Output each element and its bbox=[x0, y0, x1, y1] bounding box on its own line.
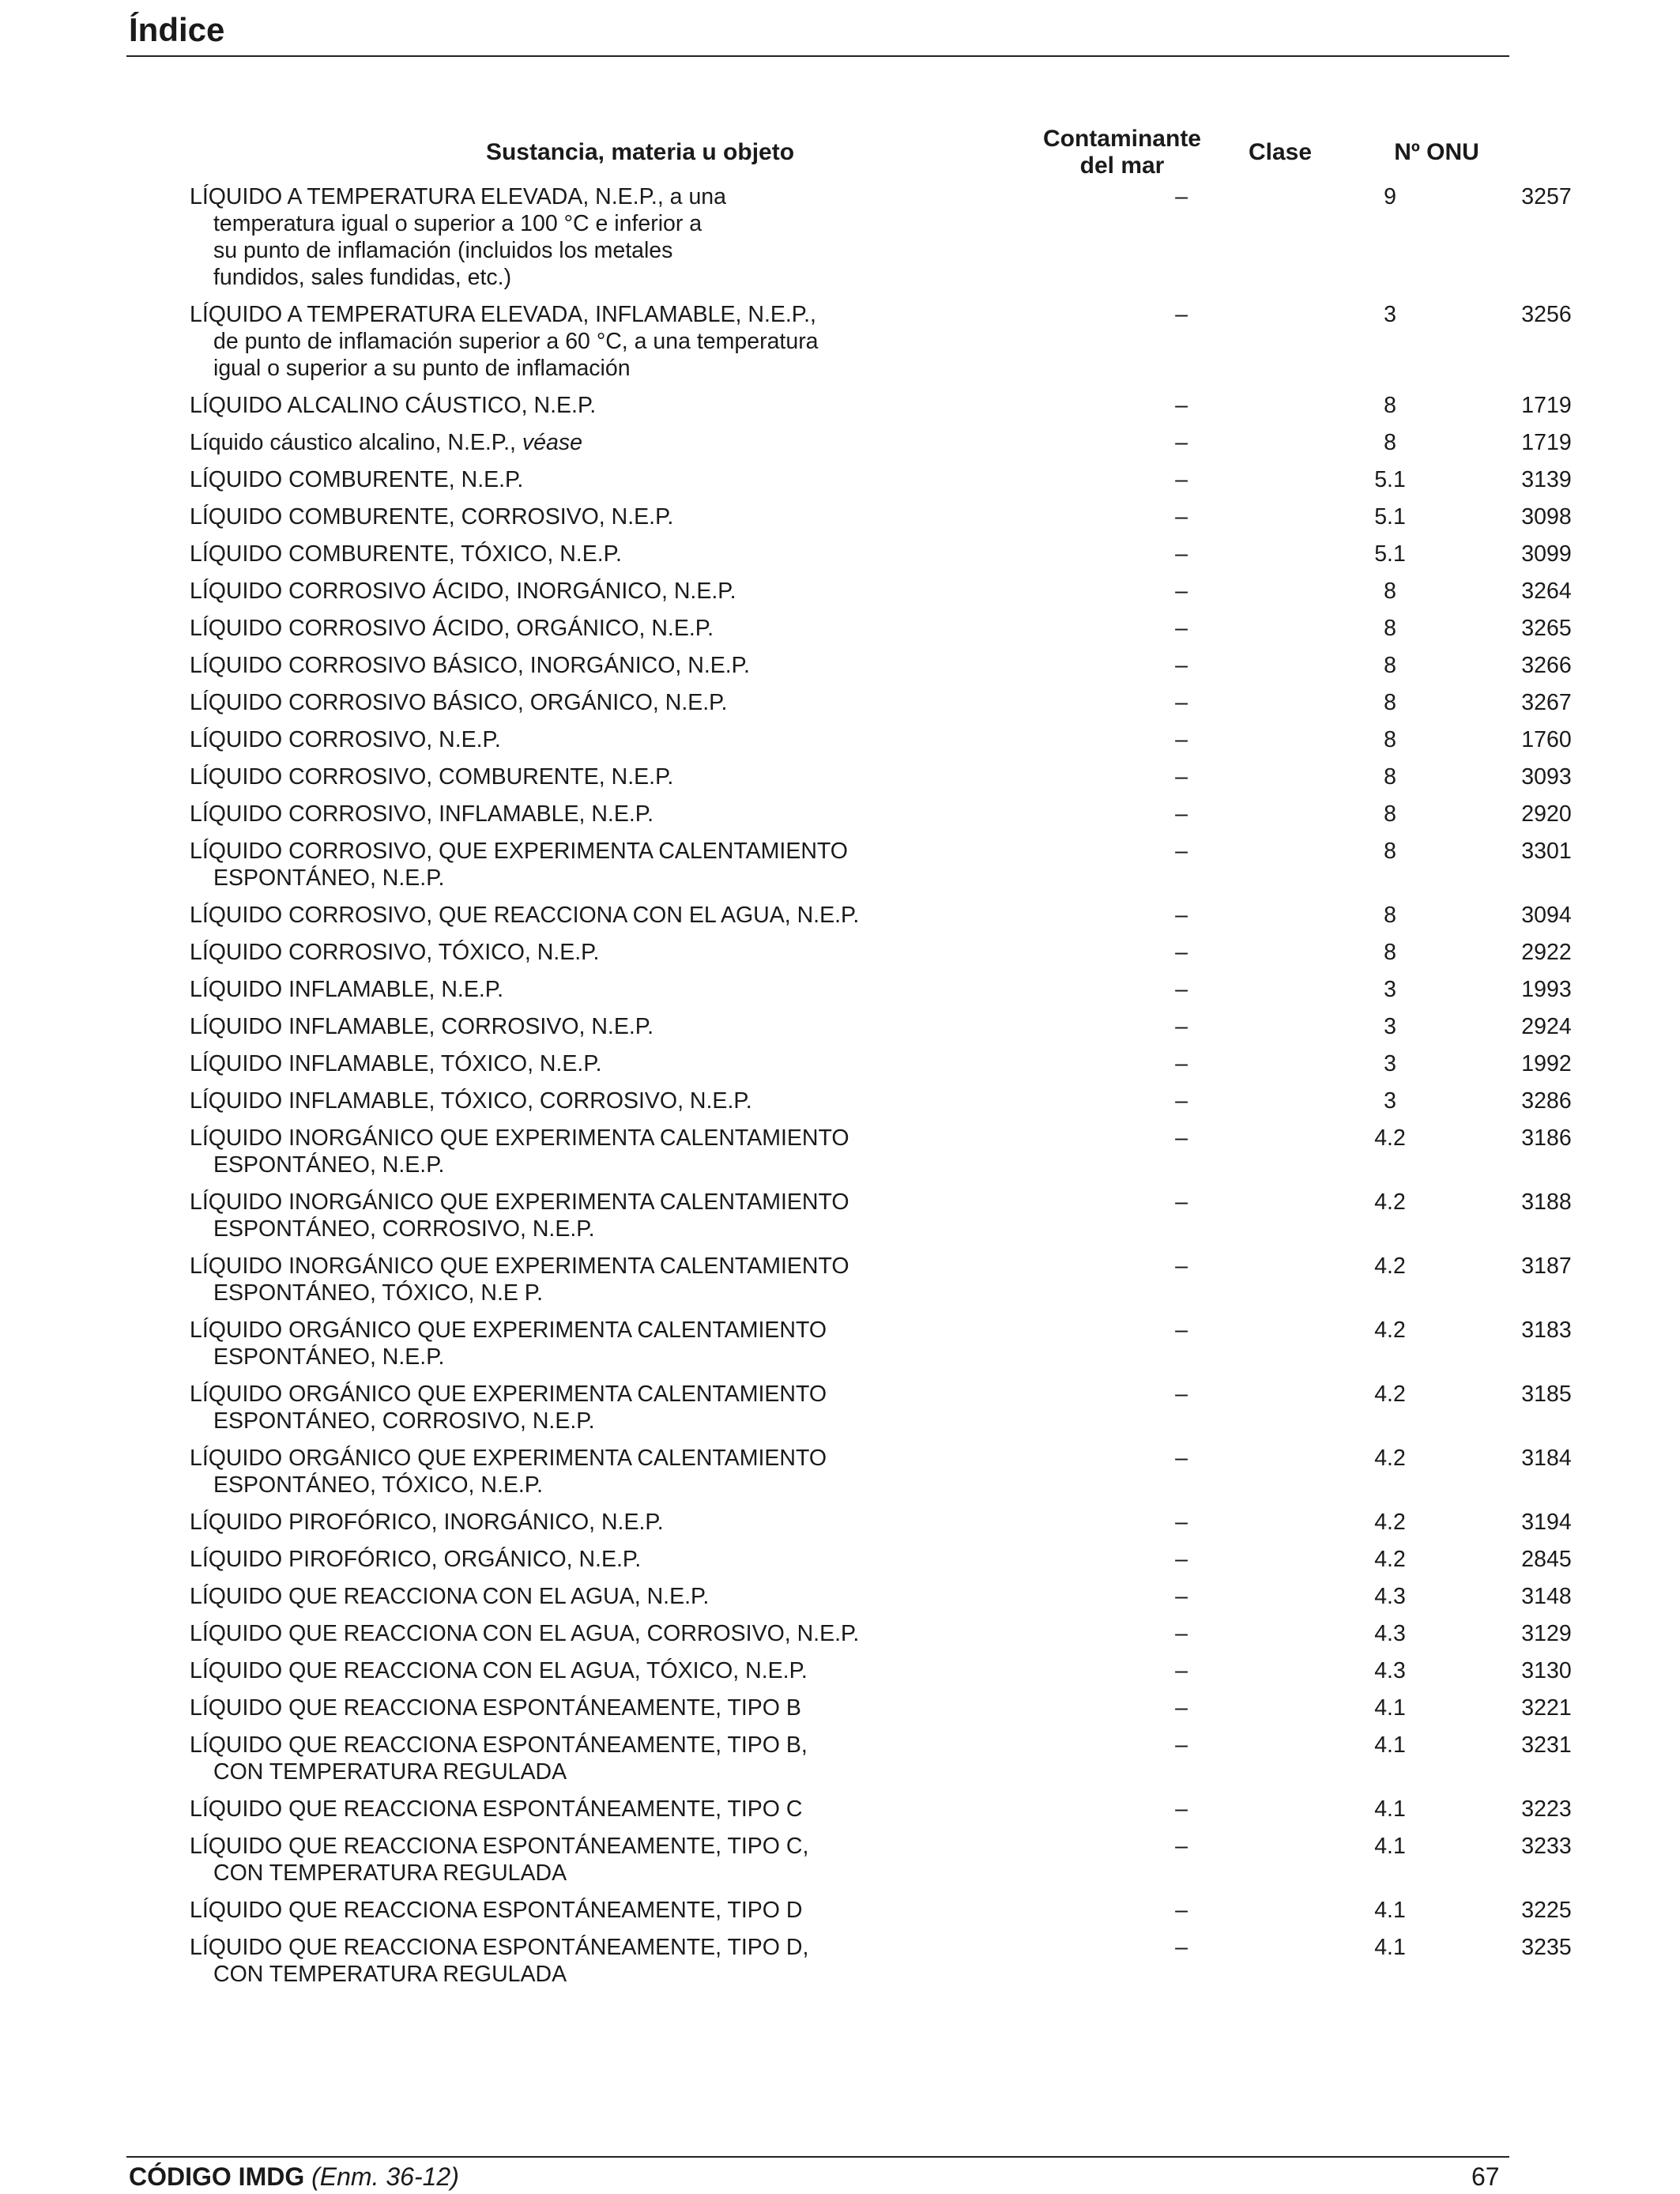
table-row bbox=[190, 976, 1625, 1013]
column-header-un-number: Nº ONU bbox=[1394, 139, 1479, 165]
substance-name bbox=[190, 689, 1051, 726]
substance-name-line: LÍQUIDO ORGÁNICO QUE EXPERIMENTA CALENTAMIENTO bbox=[190, 1382, 827, 1407]
marine-pollutant-value: – bbox=[1175, 1935, 1188, 1960]
un-number-value: 3257 bbox=[1521, 184, 1572, 209]
substance-name-line: LÍQUIDO CORROSIVO, QUE REACCIONA CON EL AGUA, N.E.P. bbox=[190, 903, 860, 928]
table-row bbox=[190, 652, 1625, 689]
marine-pollutant-value: – bbox=[1175, 467, 1188, 492]
class-value: 3 bbox=[1384, 1051, 1396, 1076]
substance-name-line: ESPONTÁNEO, TÓXICO, N.E.P. bbox=[213, 1472, 544, 1498]
substance-name-line: LÍQUIDO CORROSIVO, QUE EXPERIMENTA CALENTAMIENTO bbox=[190, 839, 848, 864]
table-row bbox=[190, 1509, 1625, 1546]
substance-name-line: LÍQUIDO A TEMPERATURA ELEVADA, INFLAMABLE, N.E.P., bbox=[190, 302, 816, 327]
class-value: 4.1 bbox=[1374, 1898, 1406, 1923]
marine-pollutant-value: – bbox=[1175, 1088, 1188, 1114]
substance-name-line: ESPONTÁNEO, N.E.P. bbox=[213, 865, 445, 891]
un-number-value: 1719 bbox=[1521, 393, 1572, 418]
substance-name-line: Líquido cáustico alcalino, N.E.P., bbox=[190, 430, 516, 455]
un-number-value: 1992 bbox=[1521, 1051, 1572, 1076]
un-number-value: 3194 bbox=[1521, 1510, 1572, 1535]
substance-name bbox=[190, 1088, 1051, 1125]
un-number-value: 3139 bbox=[1521, 467, 1572, 492]
substance-name bbox=[190, 1381, 1051, 1445]
substance-name bbox=[190, 429, 1051, 466]
substance-name-line: LÍQUIDO INFLAMABLE, CORROSIVO, N.E.P. bbox=[190, 1014, 654, 1039]
substance-name bbox=[190, 726, 1051, 763]
marine-pollutant-value: – bbox=[1175, 1014, 1188, 1039]
table-row bbox=[190, 1934, 1625, 1998]
substance-name-line: LÍQUIDO A TEMPERATURA ELEVADA, N.E.P., a una bbox=[190, 184, 726, 209]
table-row bbox=[190, 1088, 1625, 1125]
table-row bbox=[190, 578, 1625, 615]
marine-pollutant-value: – bbox=[1175, 1547, 1188, 1572]
marine-pollutant-value: – bbox=[1175, 1695, 1188, 1721]
table-row bbox=[190, 1445, 1625, 1509]
class-value: 8 bbox=[1384, 690, 1396, 715]
class-value: 4.2 bbox=[1374, 1382, 1406, 1407]
marine-pollutant-value: – bbox=[1175, 977, 1188, 1002]
class-value: 4.2 bbox=[1374, 1446, 1406, 1471]
substance-name bbox=[190, 1833, 1051, 1897]
substance-name-line: LÍQUIDO INFLAMABLE, N.E.P. bbox=[190, 977, 504, 1002]
class-value: 4.1 bbox=[1374, 1695, 1406, 1721]
column-header-substance: Sustancia, materia u objeto bbox=[485, 139, 795, 165]
marine-pollutant-value: – bbox=[1175, 541, 1188, 567]
substance-name-line: LÍQUIDO QUE REACCIONA ESPONTÁNEAMENTE, TIPO B bbox=[190, 1695, 801, 1721]
class-value: 8 bbox=[1384, 839, 1396, 864]
substance-name bbox=[190, 1796, 1051, 1833]
table-row bbox=[190, 838, 1625, 902]
un-number-value: 3129 bbox=[1521, 1621, 1572, 1646]
substance-name-line: LÍQUIDO QUE REACCIONA ESPONTÁNEAMENTE, TIPO D bbox=[190, 1898, 803, 1923]
column-header-class: Clase bbox=[1248, 139, 1313, 165]
substance-name bbox=[190, 392, 1051, 429]
substance-name bbox=[190, 1732, 1051, 1796]
substance-name-line: LÍQUIDO CORROSIVO, COMBURENTE, N.E.P. bbox=[190, 764, 674, 790]
substance-name-line: LÍQUIDO CORROSIVO, TÓXICO, N.E.P. bbox=[190, 940, 600, 965]
substance-name bbox=[190, 1317, 1051, 1381]
header-rule bbox=[126, 55, 1509, 57]
substance-name-line: su punto de inflamación (incluidos los metales bbox=[213, 238, 673, 263]
class-value: 5.1 bbox=[1374, 541, 1406, 567]
un-number-value: 3148 bbox=[1521, 1584, 1572, 1609]
un-number-value: 3231 bbox=[1521, 1732, 1572, 1758]
marine-pollutant-value: – bbox=[1175, 1732, 1188, 1758]
class-value: 8 bbox=[1384, 653, 1396, 678]
marine-pollutant-value: – bbox=[1175, 690, 1188, 715]
substance-name bbox=[190, 1657, 1051, 1695]
class-value: 8 bbox=[1384, 616, 1396, 641]
class-value: 3 bbox=[1384, 1088, 1396, 1114]
footer-rule bbox=[126, 2156, 1509, 2158]
table-row bbox=[190, 1897, 1625, 1934]
un-number-value: 3301 bbox=[1521, 839, 1572, 864]
substance-name-line: LÍQUIDO COMBURENTE, N.E.P. bbox=[190, 467, 524, 492]
substance-name-line: ESPONTÁNEO, CORROSIVO, N.E.P. bbox=[213, 1216, 595, 1242]
substance-name bbox=[190, 1583, 1051, 1620]
class-value: 8 bbox=[1384, 940, 1396, 965]
substance-name bbox=[190, 301, 1051, 392]
table-row bbox=[190, 1317, 1625, 1381]
substance-name-line: LÍQUIDO ORGÁNICO QUE EXPERIMENTA CALENTAMIENTO bbox=[190, 1446, 827, 1471]
marine-pollutant-value: – bbox=[1175, 1584, 1188, 1609]
substance-name-line: ESPONTÁNEO, CORROSIVO, N.E.P. bbox=[213, 1408, 595, 1434]
marine-pollutant-value: – bbox=[1175, 903, 1188, 928]
un-number-value: 3130 bbox=[1521, 1658, 1572, 1683]
un-number-value: 3264 bbox=[1521, 579, 1572, 604]
substance-name-line: LÍQUIDO QUE REACCIONA ESPONTÁNEAMENTE, TIPO B, bbox=[190, 1732, 808, 1758]
substance-name-line: LÍQUIDO QUE REACCIONA ESPONTÁNEAMENTE, TIPO C bbox=[190, 1796, 803, 1822]
substance-name-line: LÍQUIDO CORROSIVO, N.E.P. bbox=[190, 727, 501, 752]
substance-name-line: LÍQUIDO INORGÁNICO QUE EXPERIMENTA CALENTAMIENTO bbox=[190, 1253, 849, 1279]
marine-pollutant-value: – bbox=[1175, 1834, 1188, 1859]
marine-pollutant-value: – bbox=[1175, 1318, 1188, 1343]
index-table-body bbox=[190, 183, 1625, 1998]
substance-name-line: LÍQUIDO QUE REACCIONA CON EL AGUA, CORROSIVO, N.E.P. bbox=[190, 1621, 860, 1646]
class-value: 4.2 bbox=[1374, 1253, 1406, 1279]
marine-pollutant-value: – bbox=[1175, 1125, 1188, 1151]
class-value: 8 bbox=[1384, 764, 1396, 790]
substance-name-line: LÍQUIDO INORGÁNICO QUE EXPERIMENTA CALENTAMIENTO bbox=[190, 1189, 849, 1215]
substance-name-line: LÍQUIDO COMBURENTE, CORROSIVO, N.E.P. bbox=[190, 504, 674, 530]
un-number-value: 1993 bbox=[1521, 977, 1572, 1002]
marine-pollutant-value: – bbox=[1175, 1898, 1188, 1923]
class-value: 4.1 bbox=[1374, 1732, 1406, 1758]
substance-name-line: LÍQUIDO ALCALINO CÁUSTICO, N.E.P. bbox=[190, 393, 597, 418]
footer-edition: (Enm. 36-12) bbox=[311, 2162, 459, 2191]
class-value: 4.2 bbox=[1374, 1125, 1406, 1151]
substance-name bbox=[190, 801, 1051, 838]
table-row bbox=[190, 1732, 1625, 1796]
class-value: 3 bbox=[1384, 302, 1396, 327]
un-number-value: 3225 bbox=[1521, 1898, 1572, 1923]
class-value: 4.2 bbox=[1374, 1510, 1406, 1535]
substance-name-line: LÍQUIDO CORROSIVO, INFLAMABLE, N.E.P. bbox=[190, 801, 654, 827]
substance-name bbox=[190, 1013, 1051, 1050]
un-number-value: 3187 bbox=[1521, 1253, 1572, 1279]
substance-name bbox=[190, 1253, 1051, 1317]
marine-pollutant-value: – bbox=[1175, 1446, 1188, 1471]
substance-name-line: LÍQUIDO QUE REACCIONA ESPONTÁNEAMENTE, TIPO D, bbox=[190, 1935, 809, 1960]
substance-name bbox=[190, 976, 1051, 1013]
table-row bbox=[190, 801, 1625, 838]
substance-name-line: LÍQUIDO QUE REACCIONA CON EL AGUA, N.E.P. bbox=[190, 1584, 710, 1609]
un-number-value: 2845 bbox=[1521, 1547, 1572, 1572]
un-number-value: 3221 bbox=[1521, 1695, 1572, 1721]
table-row bbox=[190, 1695, 1625, 1732]
un-number-value: 3185 bbox=[1521, 1382, 1572, 1407]
un-number-value: 1719 bbox=[1521, 430, 1572, 455]
marine-pollutant-value: – bbox=[1175, 1189, 1188, 1215]
marine-pollutant-value: – bbox=[1175, 616, 1188, 641]
substance-name-line: LÍQUIDO CORROSIVO BÁSICO, ORGÁNICO, N.E.P. bbox=[190, 690, 728, 715]
substance-name-line: LÍQUIDO ORGÁNICO QUE EXPERIMENTA CALENTAMIENTO bbox=[190, 1318, 827, 1343]
table-row bbox=[190, 939, 1625, 976]
substance-name bbox=[190, 1897, 1051, 1934]
class-value: 8 bbox=[1384, 727, 1396, 752]
un-number-value: 3266 bbox=[1521, 653, 1572, 678]
substance-name-line: igual o superior a su punto de inflamación bbox=[213, 356, 631, 381]
table-row bbox=[190, 1546, 1625, 1583]
un-number-value: 3186 bbox=[1521, 1125, 1572, 1151]
table-row bbox=[190, 466, 1625, 503]
un-number-value: 3099 bbox=[1521, 541, 1572, 567]
table-row bbox=[190, 1189, 1625, 1253]
page-title: Índice bbox=[129, 11, 225, 48]
substance-name bbox=[190, 939, 1051, 976]
index-table bbox=[190, 183, 1625, 1998]
substance-name-line: fundidos, sales fundidas, etc.) bbox=[213, 265, 512, 290]
un-number-value: 3267 bbox=[1521, 690, 1572, 715]
class-value: 4.1 bbox=[1374, 1834, 1406, 1859]
class-value: 4.3 bbox=[1374, 1658, 1406, 1683]
column-header-marine-pollutant-line2: del mar bbox=[1079, 153, 1165, 179]
un-number-value: 2922 bbox=[1521, 940, 1572, 965]
table-row bbox=[190, 183, 1625, 301]
substance-name-line: ESPONTÁNEO, TÓXICO, N.E P. bbox=[213, 1280, 544, 1306]
substance-name bbox=[190, 1509, 1051, 1546]
footer bbox=[129, 2162, 459, 2192]
substance-name-line: CON TEMPERATURA REGULADA bbox=[213, 1860, 567, 1886]
marine-pollutant-value: – bbox=[1175, 393, 1188, 418]
substance-name bbox=[190, 1620, 1051, 1657]
un-number-value: 3093 bbox=[1521, 764, 1572, 790]
un-number-value: 1760 bbox=[1521, 727, 1572, 752]
substance-name-line: ESPONTÁNEO, N.E.P. bbox=[213, 1344, 445, 1370]
marine-pollutant-value: – bbox=[1175, 302, 1188, 327]
class-value: 5.1 bbox=[1374, 467, 1406, 492]
marine-pollutant-value: – bbox=[1175, 1382, 1188, 1407]
un-number-value: 3286 bbox=[1521, 1088, 1572, 1114]
un-number-value: 3233 bbox=[1521, 1834, 1572, 1859]
marine-pollutant-value: – bbox=[1175, 727, 1188, 752]
substance-name-line: LÍQUIDO INFLAMABLE, TÓXICO, N.E.P. bbox=[190, 1051, 602, 1076]
substance-name-line: LÍQUIDO COMBURENTE, TÓXICO, N.E.P. bbox=[190, 541, 622, 567]
table-row bbox=[190, 763, 1625, 801]
marine-pollutant-value: – bbox=[1175, 1253, 1188, 1279]
substance-name bbox=[190, 1546, 1051, 1583]
substance-name bbox=[190, 578, 1051, 615]
un-number-value: 2924 bbox=[1521, 1014, 1572, 1039]
substance-name-line: CON TEMPERATURA REGULADA bbox=[213, 1962, 567, 1987]
substance-name-line: LÍQUIDO QUE REACCIONA ESPONTÁNEAMENTE, TIPO C, bbox=[190, 1834, 809, 1859]
class-value: 9 bbox=[1384, 184, 1396, 209]
class-value: 8 bbox=[1384, 393, 1396, 418]
marine-pollutant-value: – bbox=[1175, 764, 1188, 790]
substance-name-line: ESPONTÁNEO, N.E.P. bbox=[213, 1152, 445, 1178]
class-value: 4.3 bbox=[1374, 1621, 1406, 1646]
substance-name bbox=[190, 838, 1051, 902]
class-value: 5.1 bbox=[1374, 504, 1406, 530]
class-value: 8 bbox=[1384, 430, 1396, 455]
class-value: 3 bbox=[1384, 1014, 1396, 1039]
class-value: 4.2 bbox=[1374, 1547, 1406, 1572]
marine-pollutant-value: – bbox=[1175, 430, 1188, 455]
substance-name-line: CON TEMPERATURA REGULADA bbox=[213, 1759, 567, 1785]
marine-pollutant-value: – bbox=[1175, 653, 1188, 678]
table-row bbox=[190, 615, 1625, 652]
class-value: 4.3 bbox=[1374, 1584, 1406, 1609]
column-header-marine-pollutant-line1: Contaminante bbox=[1042, 126, 1201, 152]
un-number-value: 2920 bbox=[1521, 801, 1572, 827]
substance-name-line: LÍQUIDO CORROSIVO ÁCIDO, ORGÁNICO, N.E.P. bbox=[190, 616, 714, 641]
substance-name bbox=[190, 466, 1051, 503]
marine-pollutant-value: – bbox=[1175, 1621, 1188, 1646]
table-row bbox=[190, 1583, 1625, 1620]
page-number: 67 bbox=[1471, 2162, 1500, 2191]
substance-name bbox=[190, 652, 1051, 689]
substance-name-line: LÍQUIDO QUE REACCIONA CON EL AGUA, TÓXICO, N.E.P. bbox=[190, 1658, 808, 1683]
un-number-value: 3188 bbox=[1521, 1189, 1572, 1215]
table-row bbox=[190, 1253, 1625, 1317]
substance-name bbox=[190, 1189, 1051, 1253]
table-row bbox=[190, 1657, 1625, 1695]
un-number-value: 3183 bbox=[1521, 1318, 1572, 1343]
table-row bbox=[190, 301, 1625, 392]
table-row bbox=[190, 1381, 1625, 1445]
class-value: 4.2 bbox=[1374, 1318, 1406, 1343]
footer-code: CÓDIGO IMDG bbox=[129, 2162, 305, 2191]
class-value: 4.2 bbox=[1374, 1189, 1406, 1215]
substance-name-line: LÍQUIDO CORROSIVO BÁSICO, INORGÁNICO, N.E.P. bbox=[190, 653, 750, 678]
substance-name bbox=[190, 541, 1051, 578]
table-row bbox=[190, 1796, 1625, 1833]
marine-pollutant-value: – bbox=[1175, 801, 1188, 827]
substance-name bbox=[190, 1695, 1051, 1732]
substance-name bbox=[190, 763, 1051, 801]
marine-pollutant-value: – bbox=[1175, 184, 1188, 209]
marine-pollutant-value: – bbox=[1175, 1051, 1188, 1076]
substance-name-line: de punto de inflamación superior a 60 °C, a una temperatura bbox=[213, 329, 819, 354]
un-number-value: 3098 bbox=[1521, 504, 1572, 530]
class-value: 3 bbox=[1384, 977, 1396, 1002]
substance-name-line: LÍQUIDO INFLAMABLE, TÓXICO, CORROSIVO, N.E.P. bbox=[190, 1088, 752, 1114]
class-value: 4.1 bbox=[1374, 1796, 1406, 1822]
table-row bbox=[190, 1833, 1625, 1897]
class-value: 8 bbox=[1384, 903, 1396, 928]
table-row bbox=[190, 429, 1625, 466]
substance-name-line: temperatura igual o superior a 100 °C e inferior a bbox=[213, 211, 703, 236]
substance-name bbox=[190, 503, 1051, 541]
un-number-value: 3235 bbox=[1521, 1935, 1572, 1960]
substance-name bbox=[190, 902, 1051, 939]
class-value: 4.1 bbox=[1374, 1935, 1406, 1960]
substance-name-line: LÍQUIDO PIROFÓRICO, ORGÁNICO, N.E.P. bbox=[190, 1547, 642, 1572]
table-row bbox=[190, 689, 1625, 726]
substance-name bbox=[190, 1445, 1051, 1509]
un-number-value: 3256 bbox=[1521, 302, 1572, 327]
un-number-value: 3265 bbox=[1521, 616, 1572, 641]
table-row bbox=[190, 726, 1625, 763]
substance-name-line: LÍQUIDO INORGÁNICO QUE EXPERIMENTA CALENTAMIENTO bbox=[190, 1125, 849, 1151]
table-row bbox=[190, 1620, 1625, 1657]
class-value: 8 bbox=[1384, 579, 1396, 604]
table-row bbox=[190, 1050, 1625, 1088]
marine-pollutant-value: – bbox=[1175, 839, 1188, 864]
un-number-value: 3184 bbox=[1521, 1446, 1572, 1471]
table-row bbox=[190, 541, 1625, 578]
substance-name bbox=[190, 615, 1051, 652]
substance-name bbox=[190, 183, 1051, 301]
substance-name bbox=[190, 1934, 1051, 1998]
substance-name-line: LÍQUIDO CORROSIVO ÁCIDO, INORGÁNICO, N.E.P. bbox=[190, 579, 736, 604]
table-row bbox=[190, 902, 1625, 939]
marine-pollutant-value: – bbox=[1175, 940, 1188, 965]
table-row bbox=[190, 392, 1625, 429]
see-reference: véase bbox=[522, 430, 582, 455]
class-value: 8 bbox=[1384, 801, 1396, 827]
substance-name bbox=[190, 1125, 1051, 1189]
substance-name-line: LÍQUIDO PIROFÓRICO, INORGÁNICO, N.E.P. bbox=[190, 1510, 664, 1535]
table-row bbox=[190, 1013, 1625, 1050]
marine-pollutant-value: – bbox=[1175, 504, 1188, 530]
un-number-value: 3094 bbox=[1521, 903, 1572, 928]
marine-pollutant-value: – bbox=[1175, 1658, 1188, 1683]
un-number-value: 3223 bbox=[1521, 1796, 1572, 1822]
table-row bbox=[190, 1125, 1625, 1189]
marine-pollutant-value: – bbox=[1175, 1796, 1188, 1822]
table-row bbox=[190, 503, 1625, 541]
marine-pollutant-value: – bbox=[1175, 579, 1188, 604]
marine-pollutant-value: – bbox=[1175, 1510, 1188, 1535]
substance-name bbox=[190, 1050, 1051, 1088]
